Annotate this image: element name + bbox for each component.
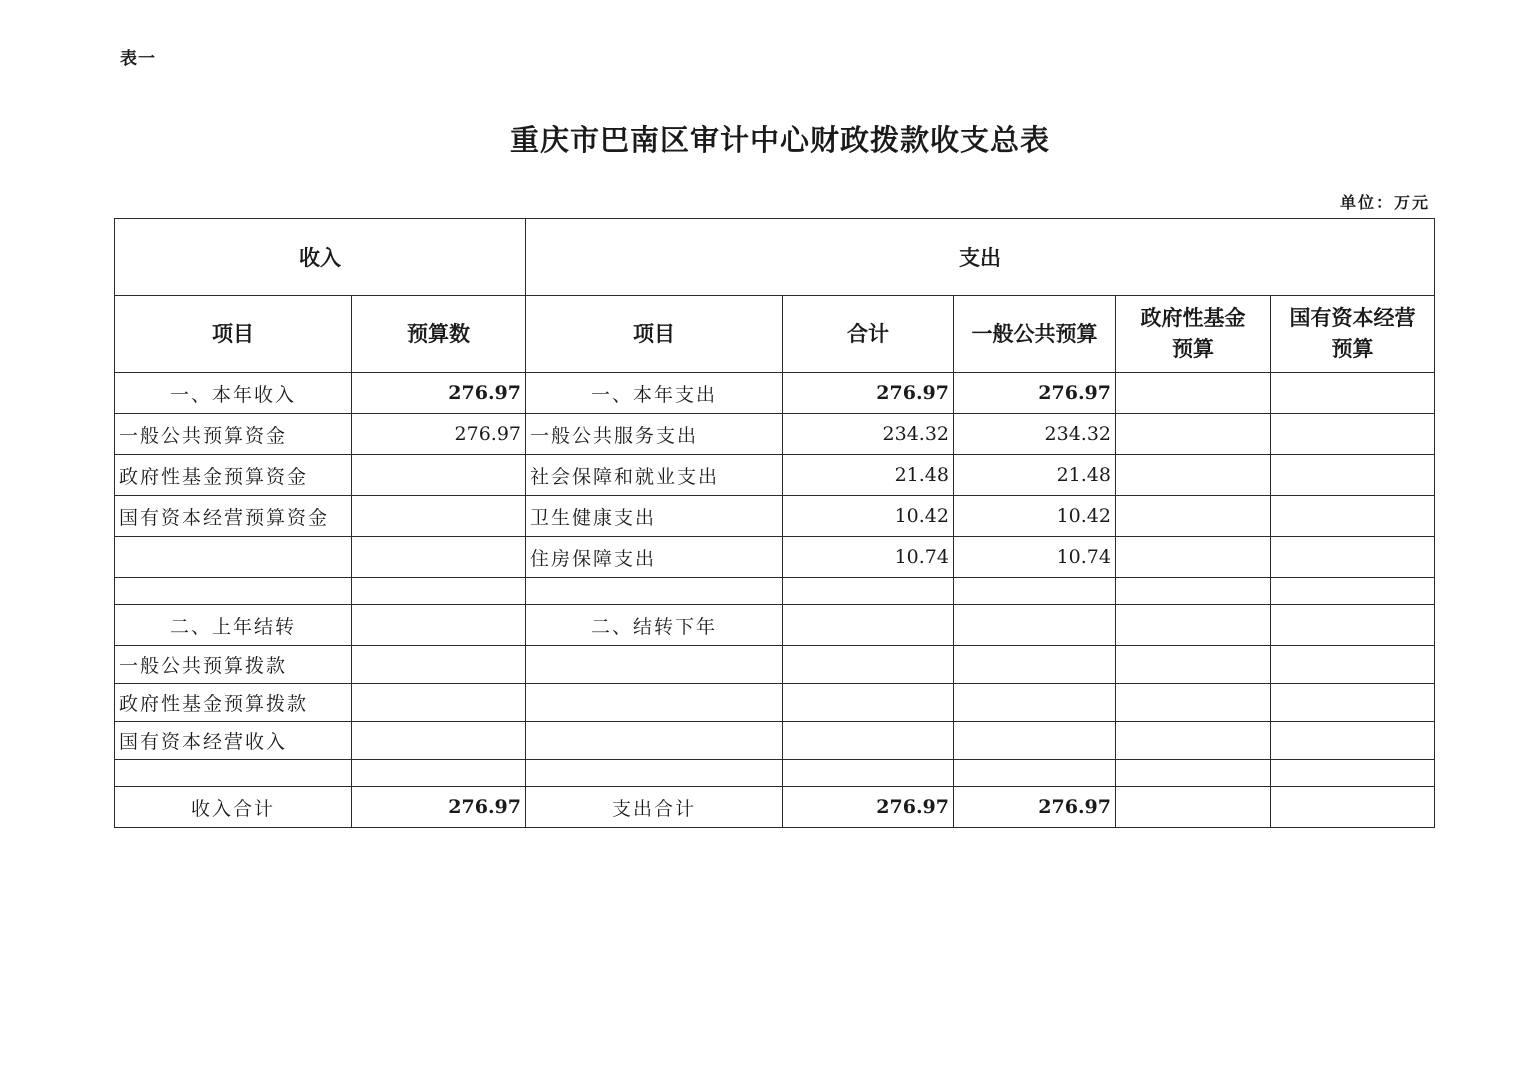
state-capital-cell [1271,646,1435,684]
gov-fund-cell [1116,455,1271,496]
gov-fund-header-line2: 预算 [1172,337,1214,361]
document-label: 表一 [120,49,156,69]
income-budget-cell: 276.97 [352,414,526,455]
state-capital-cell [1271,684,1435,722]
state-capital-cell [1271,578,1435,605]
state-capital-cell [1271,605,1435,646]
table-row [115,537,1435,578]
income-budget-cell [352,646,526,684]
income-item-cell [115,760,352,787]
total-cell: 276.97 [783,373,954,414]
document-title: 重庆市巴南区审计中心财政拨款收支总表 [509,123,1050,157]
expense-item-cell [526,722,783,760]
gov-fund-cell [1116,646,1271,684]
state-capital-cell [1271,760,1435,787]
state-capital-cell [1271,496,1435,537]
table-row-blank [115,578,1435,605]
gov-fund-cell [1116,684,1271,722]
state-capital-cell [1271,414,1435,455]
income-item-cell: 国有资本经营收入 [115,722,352,760]
state-capital-cell [1271,722,1435,760]
table-row [115,722,1435,760]
general-public-cell: 10.42 [954,496,1116,537]
expense-total-label: 支出合计 [526,787,783,828]
total-cell: 10.74 [783,537,954,578]
expense-item-cell: 社会保障和就业支出 [526,455,783,496]
expense-item-cell: 一般公共服务支出 [526,414,783,455]
state-capital-header [1271,296,1435,373]
general-public-cell [954,605,1116,646]
total-cell [783,760,954,787]
income-budget-cell [352,605,526,646]
total-cell: 234.32 [783,414,954,455]
income-item-cell: 一、本年收入 [115,373,352,414]
income-item-cell: 一般公共预算资金 [115,414,352,455]
general-public-header: 一般公共预算 [954,296,1116,373]
income-total-value: 276.97 [352,787,526,828]
gov-fund-cell [1116,373,1271,414]
income-budget-cell [352,537,526,578]
table-row-totals [115,787,1435,828]
income-item-cell [115,537,352,578]
income-budget-cell [352,578,526,605]
state-capital-cell [1271,373,1435,414]
general-public-cell [954,578,1116,605]
state-capital-cell [1271,455,1435,496]
table-row [115,414,1435,455]
state-capital-header-line2: 预算 [1331,337,1374,361]
income-item-cell: 国有资本经营预算资金 [115,496,352,537]
unit-label: 单位：万元 [1339,193,1430,212]
group-header-row [115,219,1435,296]
expense-item-cell: 卫生健康支出 [526,496,783,537]
gov-fund-header [1116,296,1271,373]
table-row-carryover [115,605,1435,646]
income-budget-cell [352,684,526,722]
gov-fund-cell [1116,578,1271,605]
income-budget-cell: 276.97 [352,373,526,414]
income-total-label: 收入合计 [115,787,352,828]
total-cell: 21.48 [783,455,954,496]
income-item-cell: 二、上年结转 [115,605,352,646]
income-budget-cell [352,722,526,760]
income-budget-cell [352,455,526,496]
income-budget-cell [352,496,526,537]
total-cell [783,722,954,760]
gov-fund-cell [1116,414,1271,455]
budget-summary-table [114,218,1435,828]
gov-fund-header-line1: 政府性基金 [1140,306,1246,330]
general-public-cell: 276.97 [954,373,1116,414]
general-public-cell: 10.74 [954,537,1116,578]
gov-fund-cell [1116,722,1271,760]
income-item-cell [115,578,352,605]
expense-item-cell: 一、本年支出 [526,373,783,414]
state-capital-cell [1271,787,1435,828]
total-cell [783,578,954,605]
state-capital-header-line1: 国有资本经营 [1289,306,1416,330]
expense-item-header: 项目 [526,296,783,373]
general-public-cell: 21.48 [954,455,1116,496]
general-public-cell: 234.32 [954,414,1116,455]
table-row-current-year [115,373,1435,414]
income-budget-header: 预算数 [352,296,526,373]
table-row-blank [115,760,1435,787]
state-capital-cell [1271,537,1435,578]
expense-item-cell: 二、结转下年 [526,605,783,646]
table-row [115,646,1435,684]
general-public-cell [954,722,1116,760]
table-row [115,496,1435,537]
gov-fund-cell [1116,605,1271,646]
column-header-row [115,296,1435,373]
total-cell [783,684,954,722]
general-public-cell [954,684,1116,722]
table-row [115,455,1435,496]
income-item-cell: 一般公共预算拨款 [115,646,352,684]
total-cell [783,605,954,646]
expense-group-header: 支出 [526,219,1435,296]
gov-fund-cell [1116,537,1271,578]
expense-item-cell [526,578,783,605]
total-cell [783,646,954,684]
total-cell: 10.42 [783,496,954,537]
income-group-header: 收入 [115,219,526,296]
income-item-cell: 政府性基金预算拨款 [115,684,352,722]
general-public-cell: 276.97 [954,787,1116,828]
gov-fund-cell [1116,496,1271,537]
gov-fund-cell [1116,787,1271,828]
income-item-cell: 政府性基金预算资金 [115,455,352,496]
general-public-cell [954,646,1116,684]
gov-fund-cell [1116,760,1271,787]
expense-item-cell [526,646,783,684]
expense-item-cell: 住房保障支出 [526,537,783,578]
general-public-cell [954,760,1116,787]
expense-item-cell [526,760,783,787]
expense-item-cell [526,684,783,722]
total-cell: 276.97 [783,787,954,828]
income-item-header: 项目 [115,296,352,373]
table-row [115,684,1435,722]
income-budget-cell [352,760,526,787]
total-header: 合计 [783,296,954,373]
